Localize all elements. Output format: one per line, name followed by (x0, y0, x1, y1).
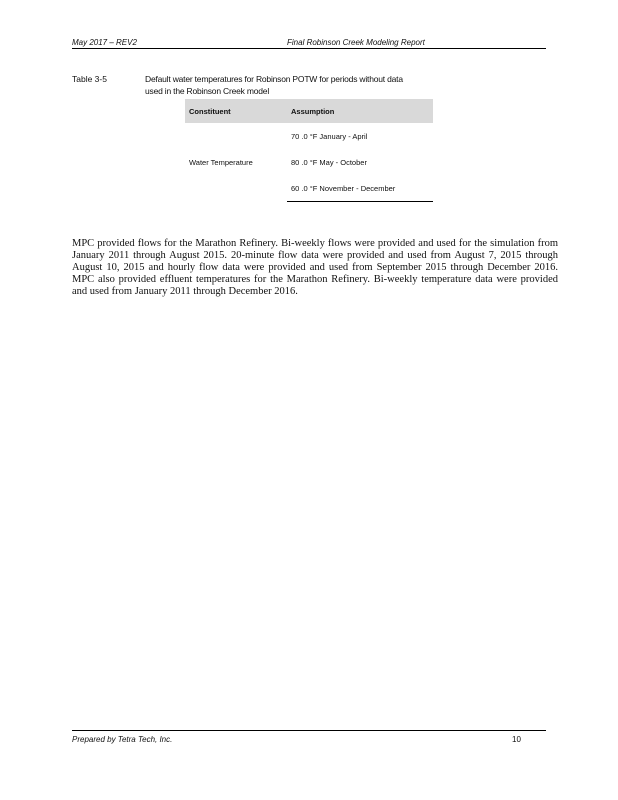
footer-divider (72, 730, 546, 731)
header-divider (72, 48, 546, 49)
column-header-assumption: Assumption (287, 99, 433, 123)
table-caption: Default water temperatures for Robinson POTW for periods without data used in the Robinson Creek model (145, 74, 403, 96)
assumption-cell: 60 .0 °F November - December (287, 175, 433, 202)
footer-prepared-by: Prepared by Tetra Tech, Inc. (72, 735, 173, 744)
page-number: 10 (512, 735, 521, 744)
temperature-table (185, 99, 433, 202)
header-date-revision: May 2017 – REV2 (72, 38, 137, 47)
table-label: Table 3-5 (72, 74, 107, 84)
constituent-cell: Water Temperature (189, 157, 253, 167)
body-paragraph: MPC provided flows for the Marathon Refinery. Bi-weekly flows were provided and used for the simulation from January 2011 through August 2015. 20-minute flow data were provided and used from August 7, 2015 through August 10, 2015 and hourly flow data were provided and used from September 2015 through December 2016. MPC also provided effluent temperatures for the Marathon Refinery. Bi-weekly temperature data were provided and used from January 2011 through December 2016. (72, 237, 558, 297)
assumption-cell: 70 .0 °F January - April (291, 131, 368, 141)
column-header-constituent: Constituent (185, 99, 287, 123)
header-report-title: Final Robinson Creek Modeling Report (287, 38, 425, 47)
table-header-row (185, 99, 433, 123)
table-row (185, 123, 433, 149)
assumption-cell: 80 .0 °F May - October (291, 157, 367, 167)
